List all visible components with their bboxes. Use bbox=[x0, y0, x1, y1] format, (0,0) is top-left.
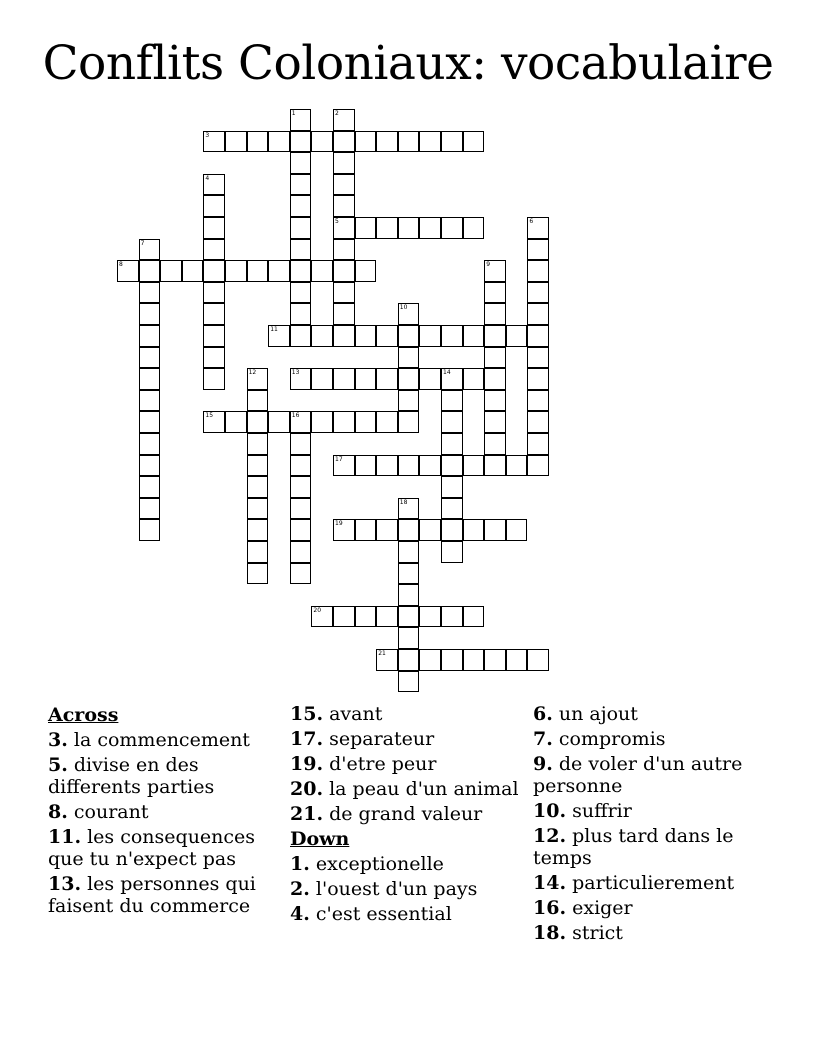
grid-cell[interactable] bbox=[311, 260, 333, 282]
clue-item-number: 21. bbox=[290, 803, 324, 825]
clue-item bbox=[533, 703, 773, 725]
clue-number: 14 bbox=[443, 369, 451, 377]
grid-cell[interactable] bbox=[376, 131, 398, 153]
clue-item-text: d'etre peur bbox=[329, 753, 437, 775]
grid-cell[interactable] bbox=[333, 217, 355, 239]
grid-cell[interactable] bbox=[398, 411, 420, 433]
grid-cell[interactable] bbox=[139, 433, 161, 455]
grid-cell[interactable] bbox=[355, 217, 377, 239]
grid-cell[interactable] bbox=[225, 411, 247, 433]
grid-cell[interactable] bbox=[484, 303, 506, 325]
grid-cell[interactable] bbox=[247, 433, 269, 455]
clue-item-text: particulierement bbox=[572, 872, 735, 894]
grid-cell[interactable] bbox=[441, 217, 463, 239]
clue-number: 13 bbox=[291, 369, 300, 377]
grid-cell[interactable] bbox=[527, 260, 549, 282]
grid-cell[interactable] bbox=[311, 411, 333, 433]
clue-item-number: 8. bbox=[48, 801, 68, 823]
clue-item bbox=[290, 853, 522, 875]
grid-cell[interactable] bbox=[484, 411, 506, 433]
grid-cell[interactable] bbox=[333, 455, 355, 477]
grid-cell[interactable] bbox=[398, 455, 420, 477]
clue-item-number: 2. bbox=[290, 878, 310, 900]
grid-cell[interactable] bbox=[203, 217, 225, 239]
down-heading: Down bbox=[290, 828, 350, 850]
grid-cell[interactable] bbox=[355, 260, 377, 282]
grid-cell[interactable] bbox=[290, 152, 312, 174]
grid-cell[interactable] bbox=[290, 282, 312, 304]
clue-item-number: 17. bbox=[290, 728, 324, 750]
grid-cell[interactable] bbox=[398, 563, 420, 585]
grid-cell[interactable] bbox=[139, 303, 161, 325]
clue-item bbox=[533, 872, 773, 894]
grid-cell[interactable] bbox=[398, 325, 420, 347]
grid-cell[interactable] bbox=[463, 131, 485, 153]
clue-item-text: l'ouest d'un pays bbox=[315, 878, 478, 900]
clue-number: 15 bbox=[205, 412, 214, 420]
grid-cell[interactable] bbox=[527, 455, 549, 477]
grid-cell[interactable] bbox=[376, 368, 398, 390]
grid-cell[interactable] bbox=[203, 368, 225, 390]
grid-cell[interactable] bbox=[355, 325, 377, 347]
grid-cell[interactable] bbox=[290, 303, 312, 325]
clue-item bbox=[533, 825, 773, 869]
grid-cell[interactable] bbox=[333, 519, 355, 541]
clue-number: 10 bbox=[399, 304, 408, 312]
grid-cell[interactable] bbox=[441, 411, 463, 433]
clue-number: 12 bbox=[248, 369, 257, 377]
grid-cell[interactable] bbox=[333, 411, 355, 433]
clue-item-number: 4. bbox=[290, 903, 310, 925]
grid-cell[interactable] bbox=[290, 368, 312, 390]
grid-cell[interactable] bbox=[376, 606, 398, 628]
grid-cell[interactable] bbox=[290, 131, 312, 153]
grid-cell[interactable] bbox=[333, 368, 355, 390]
clue-item bbox=[533, 753, 773, 797]
grid-cell[interactable] bbox=[527, 347, 549, 369]
grid-cell[interactable] bbox=[527, 368, 549, 390]
grid-cell[interactable] bbox=[441, 131, 463, 153]
grid-cell[interactable] bbox=[290, 498, 312, 520]
grid-cell[interactable] bbox=[139, 519, 161, 541]
grid-cell[interactable] bbox=[484, 347, 506, 369]
across-clue-list bbox=[48, 729, 280, 917]
grid-cell[interactable] bbox=[160, 260, 182, 282]
grid-cell[interactable] bbox=[333, 131, 355, 153]
clue-item bbox=[290, 778, 522, 800]
clue-item-number: 20. bbox=[290, 778, 324, 800]
grid-cell[interactable] bbox=[376, 519, 398, 541]
grid-cell[interactable] bbox=[117, 260, 139, 282]
grid-cell[interactable] bbox=[527, 649, 549, 671]
clue-number: 1 bbox=[291, 110, 296, 117]
grid-cell[interactable] bbox=[139, 390, 161, 412]
grid-cell[interactable] bbox=[484, 390, 506, 412]
grid-cell[interactable] bbox=[311, 325, 333, 347]
grid-cell[interactable] bbox=[247, 390, 269, 412]
grid-cell[interactable] bbox=[463, 217, 485, 239]
grid-cell[interactable] bbox=[484, 282, 506, 304]
clue-number: 7 bbox=[140, 239, 145, 247]
grid-cell[interactable] bbox=[419, 649, 441, 671]
grid-cell[interactable] bbox=[441, 519, 463, 541]
grid-cell[interactable] bbox=[290, 541, 312, 563]
grid-cell[interactable] bbox=[139, 325, 161, 347]
clue-item-text: separateur bbox=[329, 728, 435, 750]
grid-cell[interactable] bbox=[484, 368, 506, 390]
grid-cell[interactable] bbox=[355, 411, 377, 433]
grid-cell[interactable] bbox=[355, 455, 377, 477]
grid-cell[interactable] bbox=[398, 627, 420, 649]
grid-cell[interactable] bbox=[441, 368, 463, 390]
clue-item-text: compromis bbox=[558, 728, 666, 750]
grid-cell[interactable] bbox=[333, 303, 355, 325]
clue-item-text: un ajout bbox=[558, 703, 638, 725]
grid-cell[interactable] bbox=[247, 411, 269, 433]
grid-cell[interactable] bbox=[290, 411, 312, 433]
clue-number: 4 bbox=[205, 174, 210, 182]
clue-column-3 bbox=[533, 703, 773, 947]
grid-cell[interactable] bbox=[398, 649, 420, 671]
grid-cell[interactable] bbox=[333, 606, 355, 628]
grid-cell[interactable] bbox=[398, 368, 420, 390]
grid-cell[interactable] bbox=[290, 239, 312, 261]
clue-number: 5 bbox=[335, 218, 339, 225]
grid-cell[interactable] bbox=[203, 131, 225, 153]
clue-item bbox=[290, 903, 522, 925]
clue-item-text: suffrir bbox=[572, 800, 632, 822]
clue-item-number: 19. bbox=[290, 753, 324, 775]
grid-cell[interactable] bbox=[376, 217, 398, 239]
clue-item-number: 18. bbox=[533, 922, 567, 944]
grid-cell[interactable] bbox=[527, 325, 549, 347]
clue-number: 6 bbox=[529, 218, 534, 225]
grid-cell[interactable] bbox=[333, 109, 355, 131]
grid-cell[interactable] bbox=[441, 649, 463, 671]
grid-cell[interactable] bbox=[333, 239, 355, 261]
grid-cell[interactable] bbox=[290, 563, 312, 585]
grid-cell[interactable] bbox=[290, 109, 312, 131]
clue-item-text: les consequences que tu n'expect pas bbox=[48, 826, 256, 870]
grid-cell[interactable] bbox=[247, 131, 269, 153]
grid-cell[interactable] bbox=[203, 282, 225, 304]
grid-cell[interactable] bbox=[290, 519, 312, 541]
grid-cell[interactable] bbox=[527, 433, 549, 455]
across-heading: Across bbox=[48, 704, 119, 726]
grid-cell[interactable] bbox=[355, 519, 377, 541]
clue-number: 21 bbox=[378, 650, 386, 657]
grid-cell[interactable] bbox=[139, 282, 161, 304]
clue-item bbox=[290, 803, 522, 825]
clue-item-text: exiger bbox=[572, 897, 633, 919]
grid-cell[interactable] bbox=[203, 260, 225, 282]
grid-cell[interactable] bbox=[355, 606, 377, 628]
clue-number: 8 bbox=[119, 261, 123, 269]
grid-cell[interactable] bbox=[398, 498, 420, 520]
grid-cell[interactable] bbox=[419, 131, 441, 153]
grid-cell[interactable] bbox=[419, 217, 441, 239]
grid-cell[interactable] bbox=[441, 433, 463, 455]
grid-cell[interactable] bbox=[419, 325, 441, 347]
clue-item-text: avant bbox=[329, 703, 383, 725]
clue-item-text: de grand valeur bbox=[329, 803, 483, 825]
grid-cell[interactable] bbox=[398, 584, 420, 606]
clue-item bbox=[533, 800, 773, 822]
grid-cell[interactable] bbox=[203, 303, 225, 325]
grid-cell[interactable] bbox=[290, 325, 312, 347]
grid-cell[interactable] bbox=[527, 217, 549, 239]
grid-cell[interactable] bbox=[139, 455, 161, 477]
clue-item-number: 7. bbox=[533, 728, 553, 750]
grid-cell[interactable] bbox=[290, 260, 312, 282]
clue-item bbox=[290, 753, 522, 775]
clue-item-number: 10. bbox=[533, 800, 567, 822]
clue-item-number: 6. bbox=[533, 703, 553, 725]
grid-cell[interactable] bbox=[527, 411, 549, 433]
grid-cell[interactable] bbox=[527, 239, 549, 261]
grid-cell[interactable] bbox=[139, 347, 161, 369]
grid-cell[interactable] bbox=[419, 455, 441, 477]
grid-cell[interactable] bbox=[398, 541, 420, 563]
clue-item-text: exceptionelle bbox=[315, 853, 444, 875]
grid-cell[interactable] bbox=[139, 368, 161, 390]
clue-item bbox=[290, 728, 522, 750]
grid-cell[interactable] bbox=[139, 498, 161, 520]
grid-cell[interactable] bbox=[225, 260, 247, 282]
grid-cell[interactable] bbox=[506, 325, 528, 347]
grid-cell[interactable] bbox=[441, 455, 463, 477]
grid-cell[interactable] bbox=[398, 217, 420, 239]
clue-number: 18 bbox=[399, 498, 408, 506]
clue-item bbox=[48, 873, 280, 917]
grid-cell[interactable] bbox=[268, 411, 290, 433]
grid-cell[interactable] bbox=[441, 390, 463, 412]
grid-cell[interactable] bbox=[203, 239, 225, 261]
clue-item-number: 3. bbox=[48, 729, 68, 751]
grid-cell[interactable] bbox=[311, 131, 333, 153]
grid-cell[interactable] bbox=[441, 325, 463, 347]
grid-cell[interactable] bbox=[333, 282, 355, 304]
grid-cell[interactable] bbox=[247, 476, 269, 498]
clue-column-1 bbox=[48, 703, 280, 920]
grid-cell[interactable] bbox=[290, 174, 312, 196]
clue-item bbox=[290, 703, 522, 725]
grid-cell[interactable] bbox=[441, 606, 463, 628]
across-clue-list-continued bbox=[290, 703, 522, 825]
clue-item-number: 5. bbox=[48, 754, 68, 776]
clue-item bbox=[48, 729, 280, 751]
clue-item bbox=[48, 801, 280, 823]
grid-cell[interactable] bbox=[441, 498, 463, 520]
down-clue-list bbox=[290, 853, 522, 925]
grid-cell[interactable] bbox=[463, 368, 485, 390]
grid-cell[interactable] bbox=[247, 498, 269, 520]
grid-cell[interactable] bbox=[506, 455, 528, 477]
grid-cell[interactable] bbox=[506, 649, 528, 671]
grid-cell[interactable] bbox=[290, 195, 312, 217]
grid-cell[interactable] bbox=[333, 260, 355, 282]
grid-cell[interactable] bbox=[484, 455, 506, 477]
grid-cell[interactable] bbox=[139, 411, 161, 433]
grid-cell[interactable] bbox=[398, 303, 420, 325]
grid-cell[interactable] bbox=[376, 325, 398, 347]
clue-item-text: les personnes qui faisent du commerce bbox=[48, 873, 256, 917]
grid-cell[interactable] bbox=[203, 174, 225, 196]
grid-cell[interactable] bbox=[484, 260, 506, 282]
clue-number: 11 bbox=[270, 326, 278, 333]
clue-item bbox=[48, 826, 280, 870]
grid-cell[interactable] bbox=[268, 260, 290, 282]
clue-item-number: 11. bbox=[48, 826, 82, 848]
clue-item-text: strict bbox=[572, 922, 623, 944]
grid-cell[interactable] bbox=[484, 519, 506, 541]
clue-item-number: 9. bbox=[533, 753, 553, 775]
grid-cell[interactable] bbox=[419, 368, 441, 390]
grid-cell[interactable] bbox=[290, 476, 312, 498]
grid-cell[interactable] bbox=[527, 282, 549, 304]
grid-cell[interactable] bbox=[247, 455, 269, 477]
grid-cell[interactable] bbox=[311, 606, 333, 628]
clue-item bbox=[533, 728, 773, 750]
clue-number: 20 bbox=[313, 606, 322, 614]
grid-cell[interactable] bbox=[484, 433, 506, 455]
grid-cell[interactable] bbox=[225, 131, 247, 153]
grid-cell[interactable] bbox=[441, 476, 463, 498]
clue-column-2 bbox=[290, 703, 522, 928]
grid-cell[interactable] bbox=[290, 433, 312, 455]
grid-cell[interactable] bbox=[139, 260, 161, 282]
grid-cell[interactable] bbox=[203, 411, 225, 433]
clue-number: 19 bbox=[335, 520, 343, 528]
grid-cell[interactable] bbox=[311, 368, 333, 390]
grid-cell[interactable] bbox=[290, 455, 312, 477]
grid-cell[interactable] bbox=[203, 195, 225, 217]
grid-cell[interactable] bbox=[333, 174, 355, 196]
clue-item-text: la peau d'un animal bbox=[329, 778, 519, 800]
clue-item-number: 16. bbox=[533, 897, 567, 919]
clue-number: 17 bbox=[335, 455, 343, 463]
grid-cell[interactable] bbox=[463, 455, 485, 477]
grid-cell[interactable] bbox=[268, 131, 290, 153]
grid-cell[interactable] bbox=[398, 131, 420, 153]
clue-item-text: divise en des differents parties bbox=[48, 754, 215, 798]
grid-cell[interactable] bbox=[333, 325, 355, 347]
grid-cell[interactable] bbox=[506, 519, 528, 541]
clue-item-number: 1. bbox=[290, 853, 310, 875]
grid-cell[interactable] bbox=[333, 152, 355, 174]
clue-item-text: c'est essential bbox=[315, 903, 452, 925]
grid-cell[interactable] bbox=[139, 476, 161, 498]
clue-item-text: courant bbox=[73, 801, 149, 823]
grid-cell[interactable] bbox=[419, 606, 441, 628]
down-clue-list-continued bbox=[533, 703, 773, 944]
clue-item-number: 15. bbox=[290, 703, 324, 725]
clue-item bbox=[533, 922, 773, 944]
grid-cell[interactable] bbox=[419, 519, 441, 541]
grid-cell[interactable] bbox=[398, 671, 420, 693]
grid-cell[interactable] bbox=[398, 606, 420, 628]
clue-number: 2 bbox=[335, 110, 339, 117]
grid-cell[interactable] bbox=[290, 217, 312, 239]
grid-cell[interactable] bbox=[355, 368, 377, 390]
grid-cell[interactable] bbox=[247, 541, 269, 563]
grid-cell[interactable] bbox=[268, 325, 290, 347]
clue-item-number: 12. bbox=[533, 825, 567, 847]
grid-cell[interactable] bbox=[527, 303, 549, 325]
grid-cell[interactable] bbox=[484, 325, 506, 347]
grid-cell[interactable] bbox=[463, 606, 485, 628]
grid-cell[interactable] bbox=[441, 541, 463, 563]
grid-cell[interactable] bbox=[527, 390, 549, 412]
clue-item-text: plus tard dans le temps bbox=[533, 825, 734, 869]
grid-cell[interactable] bbox=[398, 347, 420, 369]
clue-item-text: de voler d'un autre personne bbox=[533, 753, 743, 797]
clue-item bbox=[533, 897, 773, 919]
grid-cell[interactable] bbox=[376, 649, 398, 671]
grid-cell[interactable] bbox=[355, 131, 377, 153]
grid-cell[interactable] bbox=[484, 649, 506, 671]
clue-number: 9 bbox=[486, 261, 491, 269]
grid-cell[interactable] bbox=[376, 411, 398, 433]
grid-cell[interactable] bbox=[376, 455, 398, 477]
clue-item bbox=[48, 754, 280, 798]
clue-number: 3 bbox=[205, 131, 210, 139]
grid-cell[interactable] bbox=[247, 519, 269, 541]
grid-cell[interactable] bbox=[203, 347, 225, 369]
clue-item-number: 13. bbox=[48, 873, 82, 895]
grid-cell[interactable] bbox=[247, 563, 269, 585]
grid-cell[interactable] bbox=[182, 260, 204, 282]
grid-cell[interactable] bbox=[139, 239, 161, 261]
clue-item bbox=[290, 878, 522, 900]
grid-cell[interactable] bbox=[463, 649, 485, 671]
clue-item-text: la commencement bbox=[73, 729, 250, 751]
grid-cell[interactable] bbox=[203, 325, 225, 347]
grid-cell[interactable] bbox=[333, 195, 355, 217]
grid-cell[interactable] bbox=[463, 325, 485, 347]
page-title: Conflits Coloniaux: vocabulaire bbox=[42, 36, 774, 91]
grid-cell[interactable] bbox=[398, 390, 420, 412]
grid-cell[interactable] bbox=[463, 519, 485, 541]
clue-number: 16 bbox=[291, 412, 300, 420]
grid-cell[interactable] bbox=[247, 368, 269, 390]
grid-cell[interactable] bbox=[247, 260, 269, 282]
grid-cell[interactable] bbox=[398, 519, 420, 541]
clue-item-number: 14. bbox=[533, 872, 567, 894]
